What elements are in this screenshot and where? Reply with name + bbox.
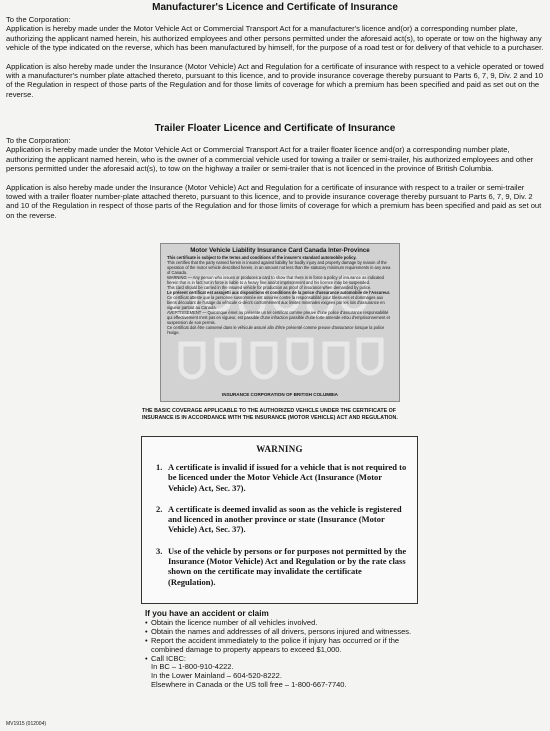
accident-item: • Report the accident immediately to the police if injury has occurred or if the combined damage to property appears to exceed $1,000.	[145, 637, 420, 655]
card-line: This card should be carried in the insured vehicle for production as proof of insurance when demanded by police.	[167, 284, 372, 290]
card-line: Le présent certificat est assujetti aux dispositions et conditions de la police d'assurance automobile de l'Assureur.	[167, 290, 391, 296]
accident-list	[145, 619, 420, 664]
insurance-paragraph: Application is also hereby made under the Insurance (Motor Vehicle) Act and Regulation for a certificate of insurance with respect to a vehicle operated or towed with a manufacturer's number plate attached thereto, pursuant to this licence, and to provide insurance coverage thereby pursuant to Parts 6, 7, 9, Div. 2 and 10 of the Regulation in respect of those parts of the Regulation and for those limits of coverage for which a premium has been specified and paid as set out on the reverse.	[6, 61, 544, 99]
warning-item	[156, 462, 410, 493]
application-paragraph: Application is hereby made under the Motor Vehicle Act or Commercial Transport Act for a trailer floater licence and(or) a corresponding number plate, authorizing the applicant named herein, who is the owner of a commercial vehicle used for towing a trailer or semi-trailer, his authorized employees and other persons permitted under the aforesaid act(s), to tow on the highway a trailer or semi-trailer that is not licenced in the province of British Columbia.	[6, 145, 534, 174]
application-paragraph: Application is hereby made under the Motor Vehicle Act or Commercial Transport Act for a manufacturer's licence and(or) a corresponding number plate, authorizing the applicant named herein, his authorized employees and other persons permitted under the aforesaid act(s), to operate or tow on the highway any vehicle of the type indicated on the reverse, which has been manufactured by himself, for the purpose of a road test or for delivery of that vehicle to a purchaser.	[6, 24, 544, 53]
card-line: Ce certificat doit être conservé dans le véhicule assuré afin d'être présenté comme preuve d'assurance lorsque la police l'exige.	[167, 324, 385, 335]
card-line: Ce certificat atteste que la personne susnommée est assurée contre la responsabilité pour blessures et dommages aux biens découlant de l'usage du véhicule ci-décrit conformément aux limites minimales exigées par les lois d'assurance en vigueur partout au Canada.	[167, 295, 385, 310]
warning-list	[156, 462, 410, 598]
card-line: This certificate is subject to the terms and conditions of the insurer's standard automobile policy.	[167, 255, 357, 260]
insurance-card	[160, 243, 400, 402]
salutation: To the Corporation:	[6, 15, 71, 24]
card-body	[167, 256, 393, 336]
card-line: AVERTISSEMENT — Quiconque émet ou présente un tel certificat comme preuve d'une police d'assurance responsabilité qui effectivement n'est pas en vigueur, est passible d'une infraction passible d'une forte amende et/ou d'emprisonnement et suspension de son permis.	[167, 310, 390, 325]
warning-item-text: Use of the vehicle by persons or for purposes not permitted by the Insurance (Motor Vehicle) Act and Regulation or by the rate class shown on the certificate may invalidate the certificate (Regulation).	[168, 545, 407, 587]
warning-item-text: A certificate is deemed invalid as soon as the vehicle is registered and licenced in another province or state (Insurance (Motor Vehicle) Act, Sec. 37).	[168, 503, 402, 535]
manufacturer-title: Manufacturer's Licence and Certificate of Insurance	[152, 2, 398, 13]
card-line: This certifies that the party named herein is insured against liability for bodily injury and property damage by reason of the operation of the motor vehicle described herein, in an amount not less than the statutory minimum requirements in any area of Canada.	[167, 260, 391, 275]
accident-title: If you have an accident or claim	[145, 609, 269, 618]
warning-box	[141, 436, 418, 604]
basic-coverage-notice: THE BASIC COVERAGE APPLICABLE TO THE AUTHORIZED VEHICLE UNDER THE CERTIFICATE OF INSURANCE IS IN ACCORDANCE WITH THE INSURANCE (MOTOR VEHICLE) ACT AND REGULATION.	[142, 408, 398, 421]
phone-lower-mainland: In the Lower Mainland – 604-520-8222.	[151, 671, 282, 681]
phone-bc: In BC – 1-800-910-4222.	[151, 662, 234, 672]
salutation: To the Corporation:	[6, 136, 71, 145]
card-title: Motor Vehicle Liability Insurance Card Canada Inter-Province	[190, 247, 370, 254]
accident-item: • Obtain the licence number of all vehicles involved.	[145, 619, 420, 628]
accident-item: • Obtain the names and addresses of all drivers, persons injured and witnesses.	[145, 628, 420, 637]
trailer-section	[6, 136, 544, 220]
warning-item-number: 2.	[156, 503, 163, 514]
card-line: WARNING — Any person who issues or produces a card to show that there is in force a policy of insurance as indicated herein that is in fact not in force is liable to a heavy fine and/or imprisonment and his licence may be suspended.	[167, 274, 384, 285]
warning-item	[156, 546, 410, 587]
form-number: MV1915 (012004)	[6, 721, 47, 727]
warning-item-number: 3.	[156, 545, 163, 556]
insurance-paragraph: Application is also hereby made under the Insurance (Motor Vehicle) Act and Regulation for a certificate of insurance with respect to a trailer or semi-trailer towed with a trailer floater number-plate attached thereto, pursuant to this licence, and to provide insurance coverage thereby pursuant to Parts 6, 7, 9, Div. 2 and 10 of the Regulation in respect of those parts of the Regulation and for those limits of coverage for which a premium has been specified and paid as set out on the reverse.	[6, 182, 542, 220]
warning-item-text: A certificate is invalid if issued for a vehicle that is not required to be licenced under the Motor Vehicle Act (Insurance (Motor Vehicle) Act, Sec. 37).	[168, 462, 407, 493]
phone-toll-free: Elsewhere in Canada or the US toll free – 1-800-667-7740.	[151, 680, 347, 690]
card-issuer: INSURANCE CORPORATION OF BRITISH COLUMBIA	[221, 392, 339, 397]
accident-item: • Call ICBC:	[145, 655, 420, 664]
warning-item-number: 1.	[156, 462, 163, 472]
warning-item	[156, 504, 410, 535]
trailer-title: Trailer Floater Licence and Certificate of Insurance	[154, 123, 396, 134]
accident-section	[145, 610, 420, 690]
manufacturer-section	[6, 15, 544, 99]
warning-title: WARNING	[256, 444, 303, 454]
